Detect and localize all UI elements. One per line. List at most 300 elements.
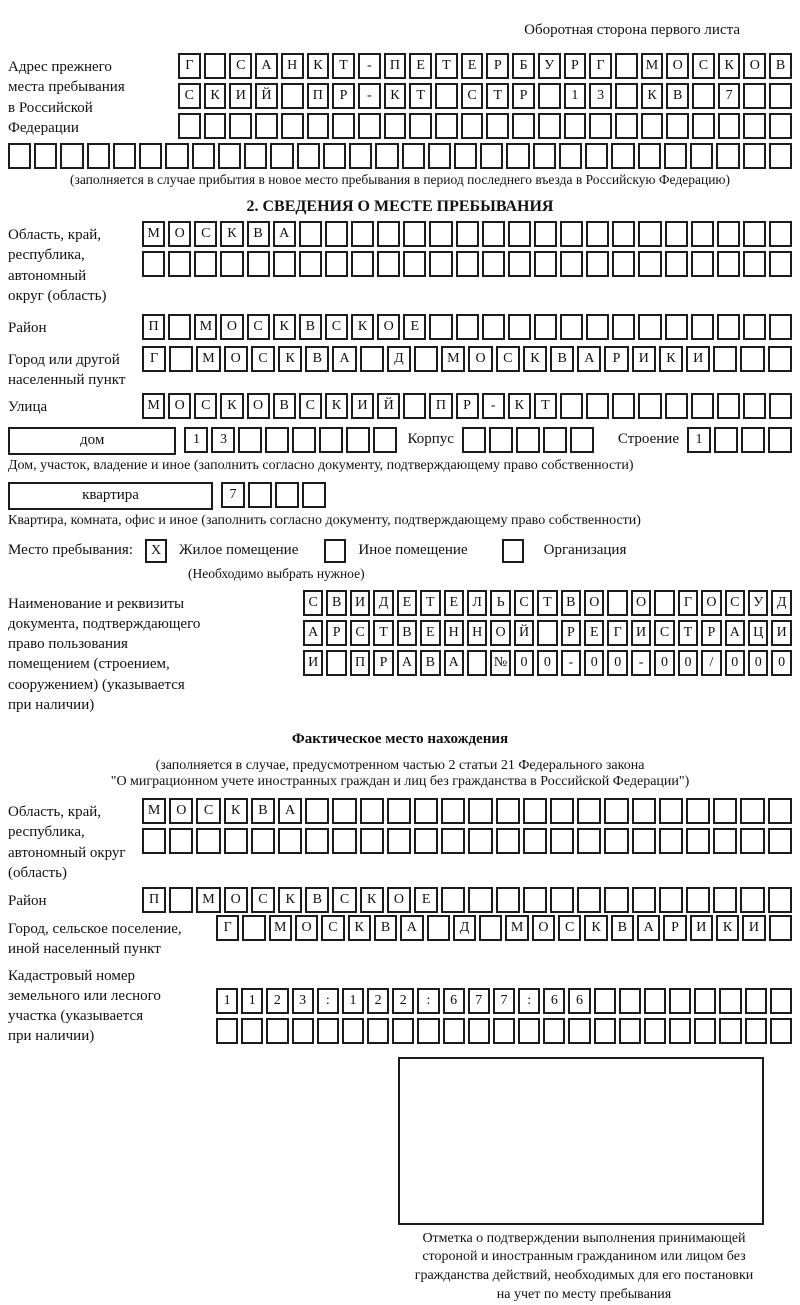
char-box[interactable] (461, 113, 484, 139)
char-box[interactable] (615, 113, 638, 139)
char-box[interactable] (319, 427, 343, 453)
char-box[interactable] (238, 427, 262, 453)
char-box[interactable] (770, 988, 792, 1014)
char-box[interactable]: Е (420, 620, 440, 646)
char-box[interactable] (142, 828, 166, 854)
char-box[interactable]: Й (255, 83, 278, 109)
char-box[interactable]: Й (514, 620, 534, 646)
char-box[interactable]: Е (444, 590, 464, 616)
char-box[interactable]: Д (771, 590, 791, 616)
char-box[interactable]: 6 (568, 988, 590, 1014)
char-box[interactable] (638, 251, 661, 277)
char-box[interactable] (768, 828, 792, 854)
char-box[interactable]: Л (467, 590, 487, 616)
char-box[interactable]: Н (467, 620, 487, 646)
char-box[interactable] (740, 346, 764, 372)
char-box[interactable] (659, 887, 683, 913)
char-box[interactable]: И (350, 590, 370, 616)
char-box[interactable] (638, 314, 661, 340)
char-box[interactable]: Р (561, 620, 581, 646)
char-box[interactable]: : (417, 988, 439, 1014)
char-box[interactable] (165, 143, 188, 169)
char-box[interactable] (770, 1018, 792, 1044)
char-box[interactable]: К (716, 915, 739, 941)
char-box[interactable]: К (641, 83, 664, 109)
char-box[interactable] (496, 828, 520, 854)
char-box[interactable] (768, 887, 792, 913)
char-box[interactable]: № (490, 650, 510, 676)
char-box[interactable]: П (429, 393, 452, 419)
char-box[interactable] (518, 1018, 540, 1044)
char-box[interactable]: Ь (490, 590, 510, 616)
char-box[interactable]: С (196, 798, 220, 824)
char-box[interactable] (644, 1018, 666, 1044)
char-box[interactable] (743, 393, 766, 419)
char-box[interactable]: С (194, 393, 217, 419)
char-box[interactable] (659, 828, 683, 854)
char-box[interactable] (570, 427, 594, 453)
char-box[interactable]: М (142, 393, 165, 419)
char-box[interactable]: О (387, 887, 411, 913)
char-box[interactable]: К (508, 393, 531, 419)
char-box[interactable] (560, 221, 583, 247)
char-box[interactable] (538, 113, 561, 139)
char-box[interactable]: 2 (266, 988, 288, 1014)
char-box[interactable] (247, 251, 270, 277)
char-box[interactable]: С (303, 590, 323, 616)
char-box[interactable] (242, 915, 265, 941)
char-box[interactable] (278, 828, 302, 854)
char-box[interactable]: В (769, 53, 792, 79)
char-box[interactable]: И (631, 620, 651, 646)
char-box[interactable] (669, 1018, 691, 1044)
char-box[interactable]: В (374, 915, 397, 941)
char-box[interactable] (615, 83, 638, 109)
char-box[interactable] (486, 113, 509, 139)
char-box[interactable] (612, 314, 635, 340)
char-box[interactable]: М (641, 53, 664, 79)
char-box[interactable]: Д (453, 915, 476, 941)
char-box[interactable]: А (273, 221, 296, 247)
stay-type-checkbox-other[interactable] (324, 539, 346, 563)
char-box[interactable]: О (377, 314, 400, 340)
char-box[interactable] (305, 798, 329, 824)
char-box[interactable]: И (632, 346, 656, 372)
char-box[interactable] (229, 113, 252, 139)
char-box[interactable] (275, 482, 299, 508)
char-box[interactable] (332, 798, 356, 824)
char-box[interactable] (392, 1018, 414, 1044)
char-box[interactable]: 7 (221, 482, 245, 508)
char-box[interactable] (586, 393, 609, 419)
char-box[interactable] (741, 427, 765, 453)
char-box[interactable] (429, 314, 452, 340)
char-box[interactable] (612, 221, 635, 247)
char-box[interactable]: К (523, 346, 547, 372)
char-box[interactable]: 1 (241, 988, 263, 1014)
char-box[interactable]: М (441, 346, 465, 372)
char-box[interactable]: С (350, 620, 370, 646)
char-box[interactable] (619, 988, 641, 1014)
char-box[interactable] (441, 887, 465, 913)
char-box[interactable]: Г (678, 590, 698, 616)
char-box[interactable]: 7 (718, 83, 741, 109)
char-box[interactable] (612, 251, 635, 277)
char-box[interactable]: 2 (392, 988, 414, 1014)
char-box[interactable] (611, 143, 634, 169)
char-box[interactable] (716, 143, 739, 169)
char-box[interactable]: Т (486, 83, 509, 109)
char-box[interactable]: К (224, 798, 248, 824)
char-box[interactable]: В (666, 83, 689, 109)
char-box[interactable] (34, 143, 57, 169)
char-box[interactable] (686, 798, 710, 824)
char-box[interactable]: Г (216, 915, 239, 941)
char-box[interactable]: С (325, 314, 348, 340)
char-box[interactable] (493, 1018, 515, 1044)
stay-type-checkbox-organization[interactable] (502, 539, 524, 563)
char-box[interactable]: С (332, 887, 356, 913)
char-box[interactable] (577, 828, 601, 854)
char-box[interactable]: В (561, 590, 581, 616)
char-box[interactable] (417, 1018, 439, 1044)
char-box[interactable] (594, 988, 616, 1014)
stay-type-checkbox-residential[interactable]: X (145, 539, 167, 563)
char-box[interactable] (443, 1018, 465, 1044)
char-box[interactable] (196, 828, 220, 854)
char-box[interactable]: - (631, 650, 651, 676)
char-box[interactable] (307, 113, 330, 139)
char-box[interactable] (241, 1018, 263, 1044)
char-box[interactable]: К (718, 53, 741, 79)
char-box[interactable] (414, 828, 438, 854)
char-box[interactable] (216, 1018, 238, 1044)
char-box[interactable]: И (771, 620, 791, 646)
char-box[interactable]: Р (663, 915, 686, 941)
char-box[interactable] (273, 251, 296, 277)
char-box[interactable] (740, 798, 764, 824)
char-box[interactable]: И (686, 346, 710, 372)
char-box[interactable] (281, 83, 304, 109)
char-box[interactable]: 1 (564, 83, 587, 109)
char-box[interactable] (409, 113, 432, 139)
char-box[interactable]: П (307, 83, 330, 109)
char-box[interactable] (659, 798, 683, 824)
char-box[interactable] (769, 314, 792, 340)
char-box[interactable] (87, 143, 110, 169)
char-box[interactable]: О (490, 620, 510, 646)
char-box[interactable]: Е (403, 314, 426, 340)
char-box[interactable] (266, 1018, 288, 1044)
char-box[interactable] (743, 221, 766, 247)
char-box[interactable]: Д (373, 590, 393, 616)
char-box[interactable]: С (496, 346, 520, 372)
char-box[interactable] (615, 53, 638, 79)
char-box[interactable]: 3 (292, 988, 314, 1014)
char-box[interactable] (691, 221, 714, 247)
char-box[interactable] (769, 393, 792, 419)
char-box[interactable] (367, 1018, 389, 1044)
char-box[interactable] (719, 1018, 741, 1044)
char-box[interactable] (169, 887, 193, 913)
char-box[interactable]: О (584, 590, 604, 616)
char-box[interactable]: О (224, 346, 248, 372)
char-box[interactable] (402, 143, 425, 169)
char-box[interactable] (429, 221, 452, 247)
char-box[interactable]: Т (534, 393, 557, 419)
char-box[interactable] (506, 143, 529, 169)
char-box[interactable] (740, 828, 764, 854)
char-box[interactable]: Е (397, 590, 417, 616)
char-box[interactable]: П (384, 53, 407, 79)
char-box[interactable] (638, 221, 661, 247)
char-box[interactable]: - (561, 650, 581, 676)
char-box[interactable] (178, 113, 201, 139)
char-box[interactable]: Г (607, 620, 627, 646)
char-box[interactable]: 2 (367, 988, 389, 1014)
char-box[interactable] (467, 650, 487, 676)
char-box[interactable]: Н (281, 53, 304, 79)
char-box[interactable] (482, 221, 505, 247)
char-box[interactable] (251, 828, 275, 854)
char-box[interactable]: О (247, 393, 270, 419)
char-box[interactable] (244, 143, 267, 169)
char-box[interactable] (349, 143, 372, 169)
char-box[interactable] (559, 143, 582, 169)
char-box[interactable] (550, 887, 574, 913)
char-box[interactable]: А (278, 798, 302, 824)
char-box[interactable]: К (351, 314, 374, 340)
char-box[interactable]: Т (435, 53, 458, 79)
char-box[interactable] (694, 1018, 716, 1044)
char-box[interactable] (743, 143, 766, 169)
char-box[interactable] (550, 828, 574, 854)
char-box[interactable]: О (631, 590, 651, 616)
char-box[interactable]: С (229, 53, 252, 79)
char-box[interactable]: О (701, 590, 721, 616)
char-box[interactable] (169, 346, 193, 372)
char-box[interactable]: / (701, 650, 721, 676)
char-box[interactable]: С (725, 590, 745, 616)
char-box[interactable] (534, 221, 557, 247)
char-box[interactable] (427, 915, 450, 941)
char-box[interactable] (560, 393, 583, 419)
char-box[interactable]: Р (564, 53, 587, 79)
char-box[interactable] (769, 143, 792, 169)
char-box[interactable] (351, 251, 374, 277)
char-box[interactable]: 0 (654, 650, 674, 676)
char-box[interactable]: У (748, 590, 768, 616)
char-box[interactable] (302, 482, 326, 508)
char-box[interactable]: К (273, 314, 296, 340)
char-box[interactable] (462, 427, 486, 453)
char-box[interactable]: И (351, 393, 374, 419)
char-box[interactable] (619, 1018, 641, 1044)
char-box[interactable] (560, 251, 583, 277)
char-box[interactable] (604, 828, 628, 854)
char-box[interactable] (496, 887, 520, 913)
char-box[interactable]: Д (387, 346, 411, 372)
char-box[interactable]: М (196, 346, 220, 372)
char-box[interactable] (482, 314, 505, 340)
char-box[interactable] (560, 314, 583, 340)
char-box[interactable]: И (742, 915, 765, 941)
char-box[interactable] (224, 828, 248, 854)
char-box[interactable] (512, 113, 535, 139)
char-box[interactable]: А (397, 650, 417, 676)
char-box[interactable] (543, 1018, 565, 1044)
char-box[interactable] (543, 427, 567, 453)
char-box[interactable]: 0 (725, 650, 745, 676)
char-box[interactable] (265, 427, 289, 453)
char-box[interactable] (60, 143, 83, 169)
char-box[interactable] (534, 251, 557, 277)
char-box[interactable] (456, 221, 479, 247)
char-box[interactable] (480, 143, 503, 169)
char-box[interactable]: К (278, 346, 302, 372)
char-box[interactable] (632, 887, 656, 913)
char-box[interactable]: 3 (589, 83, 612, 109)
char-box[interactable] (665, 314, 688, 340)
char-box[interactable]: С (654, 620, 674, 646)
char-box[interactable] (317, 1018, 339, 1044)
char-box[interactable]: 6 (443, 988, 465, 1014)
char-box[interactable] (454, 143, 477, 169)
char-box[interactable]: О (295, 915, 318, 941)
char-box[interactable] (8, 143, 31, 169)
char-box[interactable] (358, 113, 381, 139)
char-box[interactable] (568, 1018, 590, 1044)
char-box[interactable]: В (326, 590, 346, 616)
char-box[interactable] (585, 143, 608, 169)
char-box[interactable]: О (743, 53, 766, 79)
char-box[interactable] (142, 251, 165, 277)
char-box[interactable]: М (142, 221, 165, 247)
char-box[interactable] (218, 143, 241, 169)
char-box[interactable]: О (168, 221, 191, 247)
char-box[interactable] (326, 650, 346, 676)
char-box[interactable] (360, 346, 384, 372)
char-box[interactable]: Е (409, 53, 432, 79)
char-box[interactable]: - (358, 83, 381, 109)
char-box[interactable] (768, 427, 792, 453)
char-box[interactable] (496, 798, 520, 824)
char-box[interactable]: Р (701, 620, 721, 646)
char-box[interactable] (718, 113, 741, 139)
char-box[interactable]: Р (486, 53, 509, 79)
char-box[interactable] (538, 83, 561, 109)
char-box[interactable]: А (255, 53, 278, 79)
char-box[interactable] (456, 314, 479, 340)
char-box[interactable]: Г (589, 53, 612, 79)
char-box[interactable]: А (400, 915, 423, 941)
char-box[interactable] (468, 828, 492, 854)
char-box[interactable]: Е (461, 53, 484, 79)
char-box[interactable]: П (142, 314, 165, 340)
char-box[interactable] (428, 143, 451, 169)
char-box[interactable]: П (142, 887, 166, 913)
char-box[interactable] (717, 251, 740, 277)
char-box[interactable] (691, 251, 714, 277)
char-box[interactable] (508, 251, 531, 277)
char-box[interactable]: К (584, 915, 607, 941)
char-box[interactable]: Р (512, 83, 535, 109)
char-box[interactable]: С (299, 393, 322, 419)
char-box[interactable]: И (229, 83, 252, 109)
char-box[interactable] (692, 83, 715, 109)
char-box[interactable]: В (305, 887, 329, 913)
char-box[interactable]: К (220, 393, 243, 419)
char-box[interactable] (743, 251, 766, 277)
char-box[interactable] (664, 143, 687, 169)
char-box[interactable] (384, 113, 407, 139)
char-box[interactable] (638, 143, 661, 169)
char-box[interactable] (713, 346, 737, 372)
char-box[interactable] (533, 143, 556, 169)
char-box[interactable]: О (224, 887, 248, 913)
char-box[interactable] (441, 828, 465, 854)
char-box[interactable]: О (169, 798, 193, 824)
char-box[interactable] (297, 143, 320, 169)
char-box[interactable] (360, 798, 384, 824)
char-box[interactable]: 0 (584, 650, 604, 676)
char-box[interactable] (641, 113, 664, 139)
char-box[interactable] (523, 887, 547, 913)
char-box[interactable] (638, 393, 661, 419)
char-box[interactable] (305, 828, 329, 854)
char-box[interactable] (713, 887, 737, 913)
char-box[interactable] (665, 251, 688, 277)
char-box[interactable] (577, 798, 601, 824)
char-box[interactable]: К (204, 83, 227, 109)
char-box[interactable] (769, 221, 792, 247)
char-box[interactable] (669, 988, 691, 1014)
char-box[interactable] (169, 828, 193, 854)
char-box[interactable]: Ц (748, 620, 768, 646)
char-box[interactable]: И (303, 650, 323, 676)
char-box[interactable] (456, 251, 479, 277)
char-box[interactable] (694, 988, 716, 1014)
char-box[interactable] (248, 482, 272, 508)
char-box[interactable] (351, 221, 374, 247)
char-box[interactable]: 1 (184, 427, 208, 453)
char-box[interactable]: Е (584, 620, 604, 646)
char-box[interactable] (523, 828, 547, 854)
char-box[interactable] (534, 314, 557, 340)
char-box[interactable] (654, 590, 674, 616)
char-box[interactable] (604, 887, 628, 913)
char-box[interactable] (292, 1018, 314, 1044)
char-box[interactable] (692, 113, 715, 139)
char-box[interactable] (325, 221, 348, 247)
char-box[interactable]: Б (512, 53, 535, 79)
char-box[interactable] (360, 828, 384, 854)
char-box[interactable] (769, 113, 792, 139)
apartment-box[interactable]: квартира (8, 482, 213, 510)
char-box[interactable] (270, 143, 293, 169)
char-box[interactable] (632, 798, 656, 824)
char-box[interactable] (168, 251, 191, 277)
char-box[interactable] (489, 427, 513, 453)
char-box[interactable]: Г (142, 346, 166, 372)
char-box[interactable] (377, 251, 400, 277)
char-box[interactable]: А (725, 620, 745, 646)
char-box[interactable]: Р (332, 83, 355, 109)
char-box[interactable]: : (317, 988, 339, 1014)
char-box[interactable]: 0 (771, 650, 791, 676)
char-box[interactable]: С (247, 314, 270, 340)
char-box[interactable] (577, 887, 601, 913)
